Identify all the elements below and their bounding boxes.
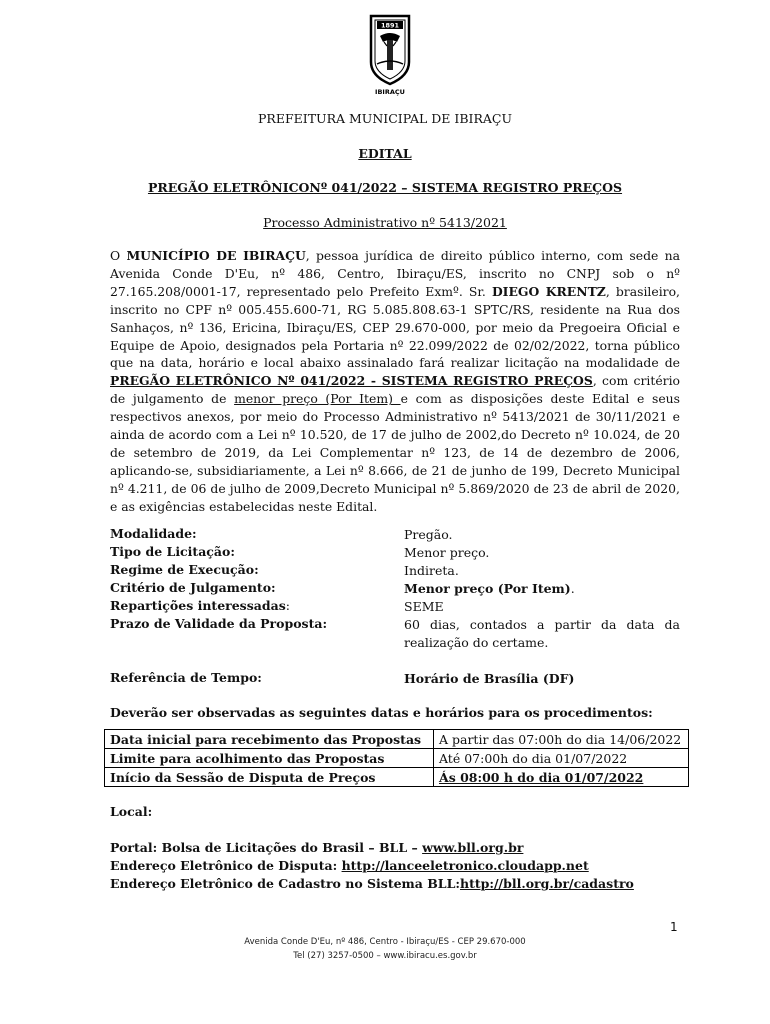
criterio-value: Menor preço (Por Item) xyxy=(404,581,571,596)
criterio-label: Critério de Julgamento: xyxy=(110,580,276,595)
portal-line xyxy=(110,839,634,857)
portal-label: Portal: Bolsa de Licitações do Brasil – BLL – xyxy=(110,840,423,855)
info-row-referencia xyxy=(110,670,680,688)
prazo-value: 60 dias, contados a partir da data da realização do certame. xyxy=(404,617,680,650)
cadastro-label: Endereço Eletrônico de Cadastro no Sistema BLL: xyxy=(110,876,460,891)
criterio-value-wrap: Menor preço (Por Item). xyxy=(404,581,575,596)
info-row-criterio xyxy=(110,580,680,598)
portal-link[interactable]: www.bll.org.br xyxy=(422,840,524,855)
table-row xyxy=(105,768,689,787)
disputa-link[interactable]: http://lanceeletronico.cloudapp.net xyxy=(341,858,589,873)
table-row xyxy=(105,749,689,768)
disputa-label: Endereço Eletrônico de Disputa: xyxy=(110,858,342,873)
edital-heading: EDITAL xyxy=(358,146,412,161)
tipo-value: Menor preço. xyxy=(404,545,490,560)
regime-label: Regime de Execução: xyxy=(110,562,259,577)
preamble-text: O xyxy=(110,248,127,263)
schedule-intro: Deverão ser observadas as seguintes datas e horários para os procedimentos: xyxy=(110,705,653,720)
schedule-value: Ás 08:00 h do dia 01/07/2022 xyxy=(434,768,689,787)
local-title: Local: xyxy=(110,804,153,819)
disputa-line xyxy=(110,857,634,875)
local-links xyxy=(110,839,634,893)
cadastro-link[interactable]: http://bll.org.br/cadastro xyxy=(459,876,634,891)
logo-year: 1891 xyxy=(380,21,400,30)
info-row-tipo xyxy=(110,544,680,562)
preamble-text: , brasileiro, inscrito no CPF nº 005.455.600-71, RG 5.085.808.63-1 SPTC/RS, residente na Rua dos Sanhaços, nº 136, Ericina, Ibiraçu/ES, CEP 29.670-000, por meio da Pregoeira Oficial e Equipe de Apoio, designados pela Portaria nº 22.099/2022 de 02/02/2022, torna público que na data, horário e local abaixo assinalado fará realizar licitação na modalidade de xyxy=(110,283,680,371)
schedule-value: A partir das 07:00h do dia 14/06/2022 xyxy=(434,730,689,749)
schedule-label: Data inicial para recebimento das Propostas xyxy=(105,730,434,749)
footer-contact: Tel (27) 3257-0500 – www.ibiracu.es.gov.br xyxy=(293,951,477,961)
regime-value: Indireta. xyxy=(404,563,459,578)
schedule-value: Até 07:00h do dia 01/07/2022 xyxy=(434,749,689,768)
schedule-table xyxy=(104,729,689,787)
info-row-modalidade xyxy=(110,526,680,544)
reparticoes-label: Repartições interessadas xyxy=(110,598,286,613)
preamble-text: e com as disposições deste Edital e seus respectivos anexos, por meio do Processo Administrativo nº 5413/2021 de 30/11/2021 e ainda de acordo com a Lei nº 10.520, de 17 de julho de 2002,do Decreto nº 10.024, de 20 de setembro de 2019, da Lei Complementar nº 123, de 14 de dezembro de 2006, aplicando-se, subsidiariamente, a Lei nº 8.666, de 21 de junho de 199, Decreto Municipal nº 4.211, de 06 de julho de 2009,Decreto Municipal nº 5.869/2020 de 23 de abril de 2020, e as exigências estabelecidas neste Edital. xyxy=(110,391,680,514)
pregao-modalidade-highlight: PREGÃO ELETRÔNICO Nº 041/2022 - SISTEMA REGISTRO PREÇOS xyxy=(110,373,593,389)
pregao-title: PREGÃO ELETRÔNICONº 041/2022 – SISTEMA REGISTRO PREÇOS xyxy=(147,180,623,195)
criterio-highlight: menor preço (Por Item) xyxy=(234,391,401,407)
schedule-label: Início da Sessão de Disputa de Preços xyxy=(105,768,434,787)
municipal-coat-of-arms-logo xyxy=(367,12,413,98)
preamble-text: , pessoa jurídica de direito público interno, com sede na Avenida Conde D'Eu, nº 486, Centro, Ibiraçu/ES, inscrito no CNPJ sob o nº 27.165.208/0001-17, representado pelo Prefeito Exmº. Sr. xyxy=(110,248,680,299)
info-row-regime xyxy=(110,562,680,580)
prefeito-name: DIEGO KRENTZ xyxy=(491,283,606,299)
modalidade-label: Modalidade: xyxy=(110,526,197,541)
tipo-label: Tipo de Licitação: xyxy=(110,544,235,559)
schedule-label: Limite para acolhimento das Propostas xyxy=(105,749,434,768)
cadastro-line xyxy=(110,875,634,893)
info-row-reparticoes xyxy=(110,598,680,616)
processo-administrativo: Processo Administrativo nº 5413/2021 xyxy=(263,215,507,230)
page-number: 1 xyxy=(670,920,678,934)
footer-address: Avenida Conde D'Eu, nº 486, Centro - Ibiraçu/ES - CEP 29.670-000 xyxy=(244,937,526,947)
info-row-prazo xyxy=(110,616,680,670)
table-row xyxy=(105,730,689,749)
referencia-label: Referência de Tempo: xyxy=(110,670,262,685)
preamble-text: , com critério de julgamento de xyxy=(110,373,681,407)
preamble-paragraph xyxy=(110,247,680,516)
licitacao-info xyxy=(110,526,680,688)
modalidade-value: Pregão. xyxy=(404,527,453,542)
reparticoes-value: SEME xyxy=(404,599,444,614)
prefeitura-title: PREFEITURA MUNICIPAL DE IBIRAÇU xyxy=(258,111,512,126)
reparticoes-label-wrap: Repartições interessadas: xyxy=(110,598,290,613)
logo-city: IBIRAÇU xyxy=(375,88,405,96)
municipio-name: MUNICÍPIO DE IBIRAÇU xyxy=(126,248,306,263)
prazo-label: Prazo de Validade da Proposta: xyxy=(110,616,328,631)
referencia-value: Horário de Brasília (DF) xyxy=(404,671,575,686)
